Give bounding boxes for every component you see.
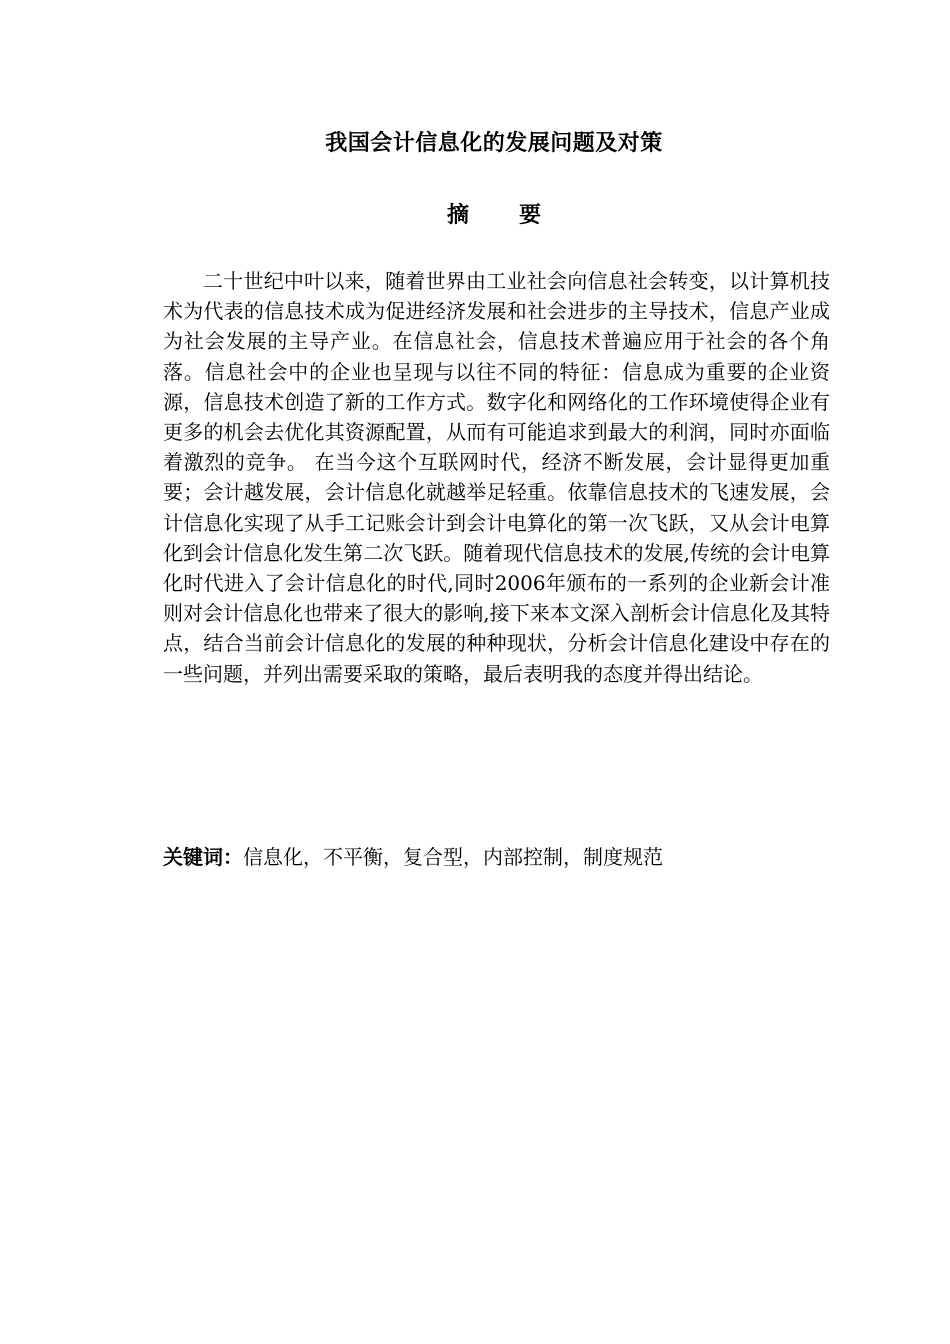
- document-title: 我国会计信息化的发展问题及对策: [325, 131, 663, 156]
- keywords-text: 信息化，不平衡，复合型，内部控制，制度规范: [243, 845, 663, 869]
- abstract-heading: [0, 200, 950, 232]
- abstract-paragraph: 二十世纪中叶以来，随着世界由工业社会向信息社会转变，以计算机技术为代表的信息技术成为促进经济发展和社会进步的主导技术，信息产业成为社会发展的主导产业。在信息社会，信息技术普遍应用于社会的各个角落。信息社会中的企业也呈现与以往不同的特征：信息成为重要的企业资源，信息技术创造了新的工作方式。数字化和网络化的工作环境使得企业有更多的机会去优化其资源配置，从而有可能追求到最大的利润，同时亦面临着激烈的竞争。 在当今这个互联网时代，经济不断发展，会计显得更加重要；会计越发展，会计信息化就越举足轻重。依靠信息技术的飞速发展，会计信息化实现了从手工记账会计到会计电算化的第一次飞跃，又从会计电算化到会计信息化发生第二次飞跃。随着现代信息技术的发展,传统的会计电算化时代进入了会计信息化的时代,同时2006年颁布的一系列的企业新会计准则对会计信息化也带来了很大的影响,接下来本文深入剖析会计信息化及其特点，结合当前会计信息化的发展的种种现状，分析会计信息化建设中存在的一些问题，并列出需要采取的策略，最后表明我的态度并得出结论。: [163, 269, 830, 686]
- keywords-label: 关键词：: [163, 845, 243, 869]
- abstract-heading-left: 摘: [446, 203, 469, 228]
- abstract-heading-right: 要: [519, 203, 542, 228]
- keywords-line: [163, 842, 830, 872]
